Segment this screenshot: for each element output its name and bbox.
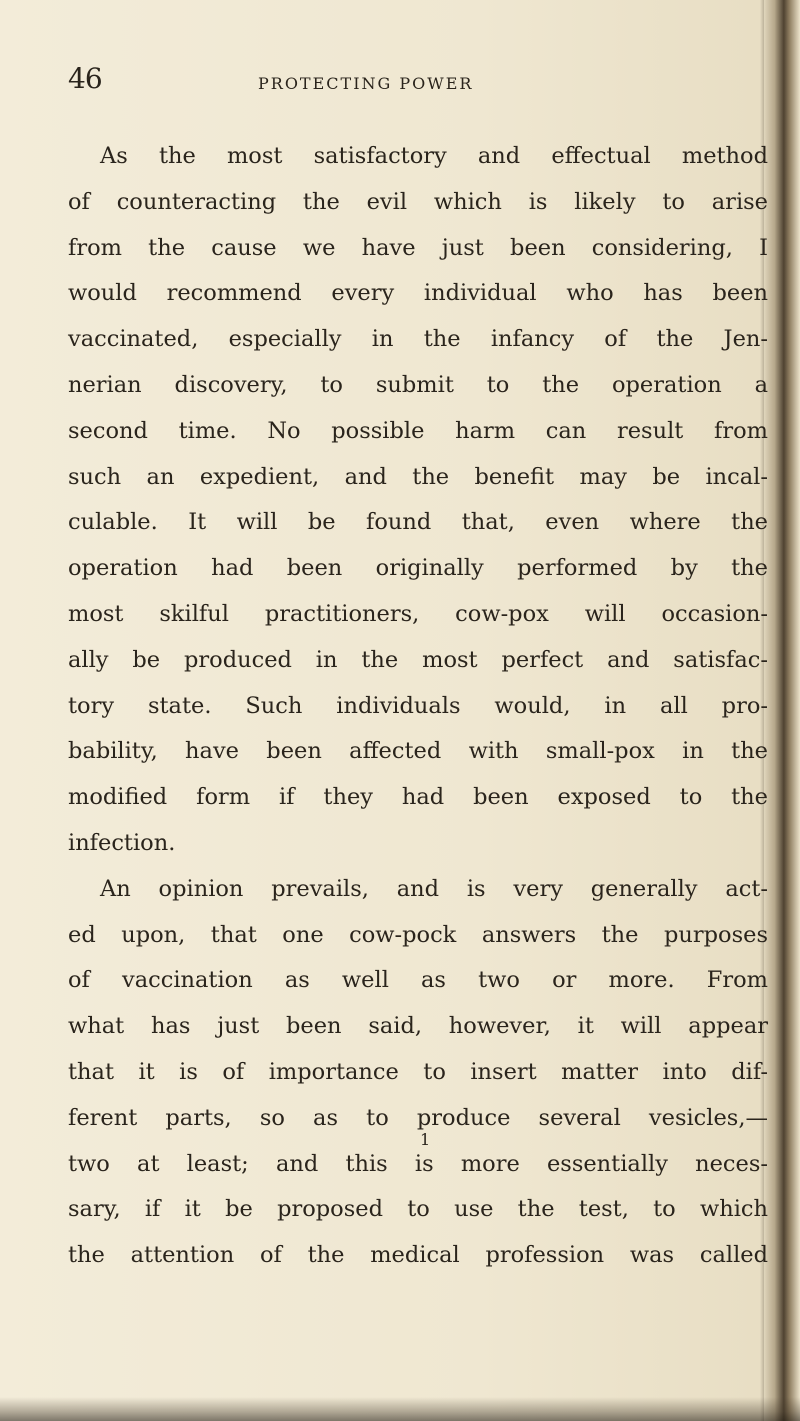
- text-line: As the most satisfactory and effectual method: [100, 143, 768, 169]
- text-line: vaccinated, especially in the infancy of the Jen-: [68, 326, 768, 353]
- page-number: 46: [68, 62, 102, 95]
- body-text: [68, 134, 768, 1279]
- text-line: operation had been originally performed by the: [68, 555, 768, 582]
- page-binding-edge: [764, 0, 800, 1421]
- text-line: tory state. Such individuals would, in all pro-: [68, 692, 768, 719]
- text-line: ally be produced in the most perfect and satisfac-: [68, 646, 768, 673]
- text-line: of counteracting the evil which is likely to arise: [68, 188, 768, 215]
- text-line: ferent parts, so as to produce several vesicles,—: [68, 1104, 768, 1131]
- text-line: An opinion prevails, and is very generally act-: [100, 875, 768, 902]
- text-line: sary, if it be proposed to use the test, to which: [68, 1196, 768, 1223]
- page-header: [68, 62, 768, 102]
- text-line: the attention of the medical profession was called: [68, 1242, 768, 1269]
- text-line: modified form if they had been exposed to the: [68, 784, 768, 811]
- page-bottom-shadow: [0, 1397, 800, 1421]
- text-line: infection.: [68, 829, 176, 856]
- text-line: two at least; and this is more essentially neces-: [68, 1150, 768, 1177]
- running-head: PROTECTING POWER: [258, 74, 474, 93]
- text-line: culable. It will be found that, even where the: [68, 509, 768, 536]
- text-line: that it is of importance to insert matter into dif-: [68, 1058, 768, 1085]
- text-line: most skilful practitioners, cow-pox will occasion-: [68, 600, 768, 627]
- text-line: nerian discovery, to submit to the operation a: [68, 371, 768, 398]
- text-line: ed upon, that one cow-pock answers the purposes: [68, 921, 768, 948]
- text-line: second time. No possible harm can result from: [68, 417, 768, 444]
- text-line: bability, have been affected with small-pox in the: [68, 738, 768, 765]
- text-line: such an expedient, and the benefit may be incal-: [68, 463, 768, 490]
- signature-mark: 1: [420, 1130, 431, 1149]
- text-line: from the cause we have just been considering, I: [68, 234, 768, 261]
- text-line: what has just been said, however, it will appear: [68, 1013, 768, 1040]
- text-line: would recommend every individual who has been: [68, 280, 768, 307]
- text-line: of vaccination as well as two or more. From: [68, 967, 768, 994]
